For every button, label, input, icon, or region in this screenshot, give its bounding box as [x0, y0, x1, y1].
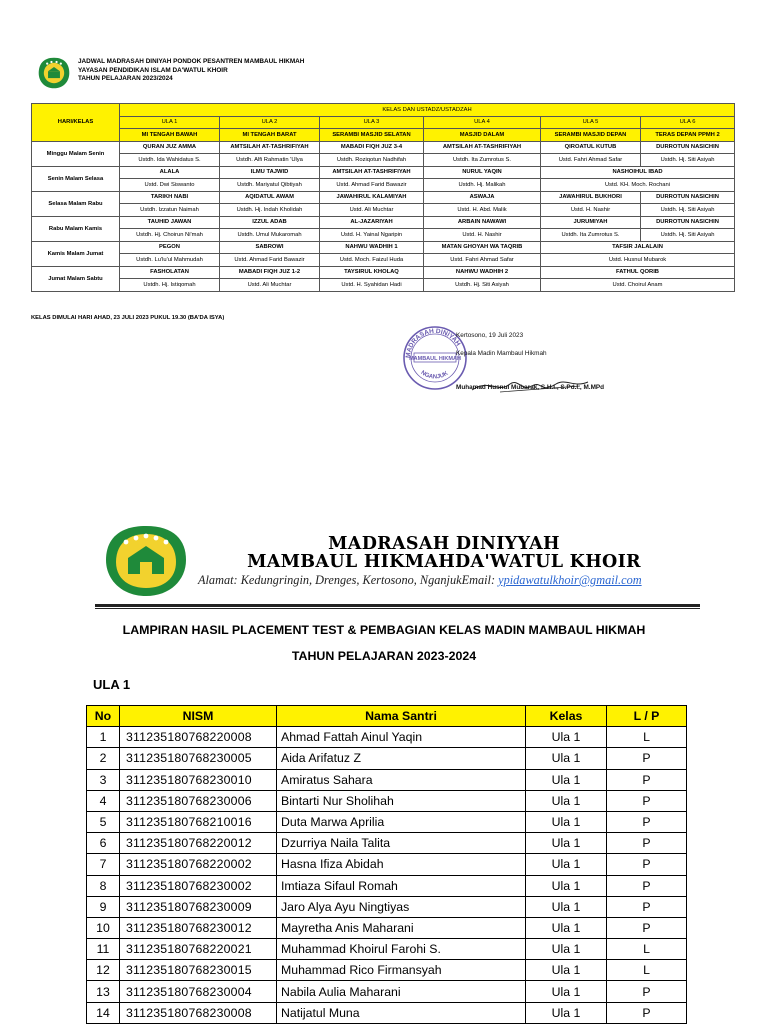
subject-cell: NAHWU WADHIH 1	[320, 241, 424, 254]
row-no: 10	[87, 917, 120, 938]
row-class: Ula 1	[526, 854, 607, 875]
teacher-cell: Ustdh. Roziqotun Nadhifah	[320, 154, 424, 167]
teacher-cell: Ustd. KH. Moch. Rochani	[541, 179, 735, 192]
subject-cell: ALALA	[120, 166, 220, 179]
subject-cell: ILMU TAJWID	[220, 166, 320, 179]
subject-cell: DURROTUN NASICHIN	[641, 141, 735, 154]
row-gender: L	[607, 960, 687, 981]
row-gender: P	[607, 917, 687, 938]
row-nism: 311235180768230002	[120, 875, 277, 896]
address-text: Alamat: Kedungringin, Drenges, Kertosono, NganjukEmail:	[198, 573, 499, 587]
row-no: 11	[87, 939, 120, 960]
row-nism: 311235180768220021	[120, 939, 277, 960]
row-nism: 311235180768230006	[120, 790, 277, 811]
subject-cell: MABADI FIQH JUZ 3-4	[320, 141, 424, 154]
student-table	[86, 705, 687, 1024]
row-class: Ula 1	[526, 769, 607, 790]
table-row	[87, 896, 687, 917]
table-row	[87, 769, 687, 790]
subject-cell: JURUMIYAH	[541, 216, 641, 229]
column-header-nism: NISM	[120, 706, 277, 727]
row-student-name: Bintarti Nur Sholihah	[277, 790, 526, 811]
subject-cell: QIROATUL KUTUB	[541, 141, 641, 154]
teacher-cell: Ustdh. Lu'lu'ul Mahmudah	[120, 254, 220, 267]
row-class: Ula 1	[526, 917, 607, 938]
table-row	[87, 811, 687, 832]
row-gender: P	[607, 981, 687, 1002]
teacher-cell: Ustd. Husnul Mubarok	[541, 254, 735, 267]
teacher-cell: Ustd. H. Syahidan Hadi	[320, 279, 424, 292]
teacher-cell: Ustd. Moch. Faizul Huda	[320, 254, 424, 267]
signature-name: Muhamad Husnul Mubarak, S.H.I., S.Pd.I., M.MPd	[456, 384, 605, 391]
subject-cell: AMTSILAH AT-TASHRIFIYAH	[320, 166, 424, 179]
subject-cell: ARBAIN NAWAWI	[424, 216, 541, 229]
letterhead-divider-thin	[95, 608, 700, 609]
teacher-cell: Ustdh. Hj. Siti Asiyah	[641, 204, 735, 217]
teacher-cell: Ustd. Ahmad Farid Bawazir	[220, 254, 320, 267]
row-student-name: Jaro Alya Ayu Ningtiyas	[277, 896, 526, 917]
letterhead-address	[198, 573, 642, 588]
subject-cell: NURUL YAQIN	[424, 166, 541, 179]
subject-cell: FASHOLATAN	[120, 266, 220, 279]
row-gender: P	[607, 748, 687, 769]
subject-cell: NAHWU WADHIH 2	[424, 266, 541, 279]
row-class: Ula 1	[526, 833, 607, 854]
kelas-ustadz-header: KELAS DAN USTADZ/USTADZAH	[120, 104, 735, 117]
teacher-cell: Ustdh. Alfi Rahmatin 'Ulya	[220, 154, 320, 167]
teacher-cell: Ustdh. Hj. Siti Asiyah	[424, 279, 541, 292]
row-student-name: Muhammad Rico Firmansyah	[277, 960, 526, 981]
row-nism: 311235180768230010	[120, 769, 277, 790]
table-row	[87, 960, 687, 981]
column-header-gender: L / P	[607, 706, 687, 727]
room-header: MASJID DALAM	[424, 129, 541, 142]
teacher-cell: Ustdh. Hj. Siti Asiyah	[641, 154, 735, 167]
day-label: Rabu Malam Kamis	[32, 216, 120, 241]
row-nism: 311235180768230004	[120, 981, 277, 1002]
table-row	[87, 833, 687, 854]
row-student-name: Natijatul Muna	[277, 1002, 526, 1023]
row-student-name: Hasna Ifiza Abidah	[277, 854, 526, 875]
subject-cell: DURROTUN NASICHIN	[641, 216, 735, 229]
subject-cell: QURAN JUZ AMMA	[120, 141, 220, 154]
teacher-cell: Ustd. Choirul Anam	[541, 279, 735, 292]
table-row	[87, 790, 687, 811]
class-header: ULA 4	[424, 116, 541, 129]
row-student-name: Mayretha Anis Maharani	[277, 917, 526, 938]
table-row	[87, 1002, 687, 1023]
subject-cell: AQIDATUL AWAM	[220, 191, 320, 204]
row-gender: L	[607, 727, 687, 748]
stamp-bottom-text: NGANJUK	[419, 369, 450, 381]
teacher-cell: Ustdh. Ita Zumrotus S.	[424, 154, 541, 167]
row-student-name: Aida Arifatuz Z	[277, 748, 526, 769]
schedule-header	[78, 58, 304, 84]
teacher-cell: Ustdh. Umul Mukaromah	[220, 229, 320, 242]
class-start-note: KELAS DIMULAI HARI AHAD, 23 JULI 2023 PUKUL 19.30 (BA'DA ISYA)	[31, 315, 225, 321]
subject-cell: PEGON	[120, 241, 220, 254]
teacher-cell: Ustd. Ahmad Farid Bawazir	[320, 179, 424, 192]
hari-kelas-header: HARI/KELAS	[32, 104, 120, 142]
row-student-name: Imtiaza Sifaul Romah	[277, 875, 526, 896]
row-gender: P	[607, 790, 687, 811]
row-class: Ula 1	[526, 960, 607, 981]
row-no: 12	[87, 960, 120, 981]
signature-role: Kepala Madin Mambaul Hikmah	[456, 350, 547, 357]
room-header: TERAS DEPAN PPMH 2	[641, 129, 735, 142]
row-nism: 311235180768230012	[120, 917, 277, 938]
row-class: Ula 1	[526, 790, 607, 811]
teacher-cell: Ustdh. Ita Zumrotus S.	[541, 229, 641, 242]
row-class: Ula 1	[526, 811, 607, 832]
teacher-cell: Ustdh. Hj. Indah Kholidah	[220, 204, 320, 217]
column-header-no: No	[87, 706, 120, 727]
subject-cell: JAWAHIRUL BUKHORI	[541, 191, 641, 204]
row-no: 3	[87, 769, 120, 790]
teacher-cell: Ustdh. Hj. Istiqomah	[120, 279, 220, 292]
subject-cell: AL-JAZARIYAH	[320, 216, 424, 229]
row-no: 13	[87, 981, 120, 1002]
table-row	[87, 748, 687, 769]
header-line-2: YAYASAN PENDIDIKAN ISLAM DA'WATUL KHOIR	[78, 66, 228, 74]
subject-cell: DURROTUN NASICHIN	[641, 191, 735, 204]
section-label: ULA 1	[93, 677, 131, 692]
signature-place-date: Kertosono, 19 Juli 2023	[456, 332, 524, 339]
row-class: Ula 1	[526, 1002, 607, 1023]
class-header: ULA 3	[320, 116, 424, 129]
table-row	[87, 875, 687, 896]
row-no: 7	[87, 854, 120, 875]
day-label: Selasa Malam Rabu	[32, 191, 120, 216]
row-no: 6	[87, 833, 120, 854]
row-class: Ula 1	[526, 939, 607, 960]
day-label: Kamis Malam Jumat	[32, 241, 120, 266]
teacher-cell: Ustd. H. Yainal Ngaripin	[320, 229, 424, 242]
room-header: MI TENGAH BARAT	[220, 129, 320, 142]
class-header: ULA 5	[541, 116, 641, 129]
day-label: Senin Malam Selasa	[32, 166, 120, 191]
row-no: 5	[87, 811, 120, 832]
teacher-cell: Ustd. H. Nashir	[424, 229, 541, 242]
room-header: MI TENGAH BAWAH	[120, 129, 220, 142]
subject-cell: MABADI FIQH JUZ 1-2	[220, 266, 320, 279]
day-label: Minggu Malam Senin	[32, 141, 120, 166]
teacher-cell: Ustdh. Mariyatul Qibtiyah	[220, 179, 320, 192]
stamp-mid-text: MAMBAUL HIKMAH	[409, 356, 461, 362]
row-student-name: Muhammad Khoirul Farohi S.	[277, 939, 526, 960]
stamp-top-text: MADRASAH DINIYAH	[404, 327, 462, 359]
class-header: ULA 6	[641, 116, 735, 129]
row-nism: 311235180768230015	[120, 960, 277, 981]
teacher-cell: Ustd. H. Nashir	[541, 204, 641, 217]
row-no: 2	[87, 748, 120, 769]
letterhead-divider	[95, 604, 700, 607]
teacher-cell: Ustdh. Izzatun Naimah	[120, 204, 220, 217]
row-student-name: Dzurriya Naila Talita	[277, 833, 526, 854]
row-student-name: Nabila Aulia Maharani	[277, 981, 526, 1002]
letterhead-title-2: MAMBAUL HIKMAHDA'WATUL KHOIR	[247, 552, 641, 572]
row-gender: P	[607, 854, 687, 875]
placement-title: LAMPIRAN HASIL PLACEMENT TEST & PEMBAGIAN KELAS MADIN MAMBAUL HIKMAH	[122, 623, 646, 637]
row-no: 9	[87, 896, 120, 917]
row-nism: 311235180768220002	[120, 854, 277, 875]
row-gender: P	[607, 811, 687, 832]
subject-cell: IZZUL ADAB	[220, 216, 320, 229]
row-gender: P	[607, 875, 687, 896]
email-link[interactable]: ypidawatulkhoir@gmail.com	[498, 573, 642, 587]
table-row	[87, 917, 687, 938]
row-nism: 311235180768210016	[120, 811, 277, 832]
row-gender: P	[607, 769, 687, 790]
school-logo-icon	[37, 56, 71, 90]
subject-cell: ASWAJA	[424, 191, 541, 204]
subject-cell: AMTSILAH AT-TASHRIFIYAH	[424, 141, 541, 154]
subject-cell: TAYSIRUL KHOLAQ	[320, 266, 424, 279]
teacher-cell: Ustd. Dwi Siswanto	[120, 179, 220, 192]
row-class: Ula 1	[526, 748, 607, 769]
teacher-cell: Ustd. Fahri Ahmad Safar	[424, 254, 541, 267]
column-header-name: Nama Santri	[277, 706, 526, 727]
subject-cell: TAUHID JAWAN	[120, 216, 220, 229]
row-student-name: Duta Marwa Aprilia	[277, 811, 526, 832]
subject-cell: JAWAHIRUL KALAMIYAH	[320, 191, 424, 204]
row-class: Ula 1	[526, 727, 607, 748]
subject-cell: NASHOIHUL IBAD	[541, 166, 735, 179]
teacher-cell: Ustd. Ali Muchtar	[220, 279, 320, 292]
teacher-cell: Ustd. H. Abd. Malik	[424, 204, 541, 217]
teacher-cell: Ustdh. Hj. Siti Asiyah	[641, 229, 735, 242]
row-student-name: Ahmad Fattah Ainul Yaqin	[277, 727, 526, 748]
teacher-cell: Ustdh. Hj. Choirun Ni'mah	[120, 229, 220, 242]
column-header-class: Kelas	[526, 706, 607, 727]
header-line-1: JADWAL MADRASAH DINIYAH PONDOK PESANTREN MAMBAUL HIKMAH	[78, 58, 305, 65]
row-gender: P	[607, 896, 687, 917]
row-no: 14	[87, 1002, 120, 1023]
subject-cell: AMTSILAH AT-TASHRIFIYAH	[220, 141, 320, 154]
room-header: SERAMBI MASJID SELATAN	[320, 129, 424, 142]
room-header: SERAMBI MASJID DEPAN	[541, 129, 641, 142]
class-header: ULA 2	[220, 116, 320, 129]
row-nism: 311235180768220012	[120, 833, 277, 854]
row-nism: 311235180768220008	[120, 727, 277, 748]
row-gender: L	[607, 939, 687, 960]
subject-cell: MATAN GHOYAH WA TAQRIB	[424, 241, 541, 254]
row-no: 1	[87, 727, 120, 748]
row-class: Ula 1	[526, 875, 607, 896]
row-class: Ula 1	[526, 896, 607, 917]
table-row	[87, 854, 687, 875]
schedule-table	[31, 103, 735, 292]
placement-year: TAHUN PELAJARAN 2023-2024	[291, 649, 477, 663]
row-gender: P	[607, 1002, 687, 1023]
class-header: ULA 1	[120, 116, 220, 129]
row-class: Ula 1	[526, 981, 607, 1002]
row-nism: 311235180768230009	[120, 896, 277, 917]
row-no: 8	[87, 875, 120, 896]
subject-cell: FATHUL QORIB	[541, 266, 735, 279]
subject-cell: TAFSIR JALALAIN	[541, 241, 735, 254]
teacher-cell: Ustdh. Ida Wahidatus S.	[120, 154, 220, 167]
table-row	[87, 939, 687, 960]
table-row	[87, 727, 687, 748]
subject-cell: TARIKH NABI	[120, 191, 220, 204]
row-nism: 311235180768230005	[120, 748, 277, 769]
subject-cell: SABROWI	[220, 241, 320, 254]
header-line-3: TAHUN PELAJARAN 2023/2024	[78, 75, 173, 83]
table-row	[87, 981, 687, 1002]
row-nism: 311235180768230008	[120, 1002, 277, 1023]
row-gender: P	[607, 833, 687, 854]
letterhead-title-1: MADRASAH DINIYYAH	[328, 534, 560, 554]
teacher-cell: Ustdh. Hj. Malikah	[424, 179, 541, 192]
row-no: 4	[87, 790, 120, 811]
day-label: Jumat Malam Sabtu	[32, 266, 120, 291]
teacher-cell: Ustd. Fahri Ahmad Safar	[541, 154, 641, 167]
teacher-cell: Ustd. Ali Muchtar	[320, 204, 424, 217]
row-student-name: Amiratus Sahara	[277, 769, 526, 790]
